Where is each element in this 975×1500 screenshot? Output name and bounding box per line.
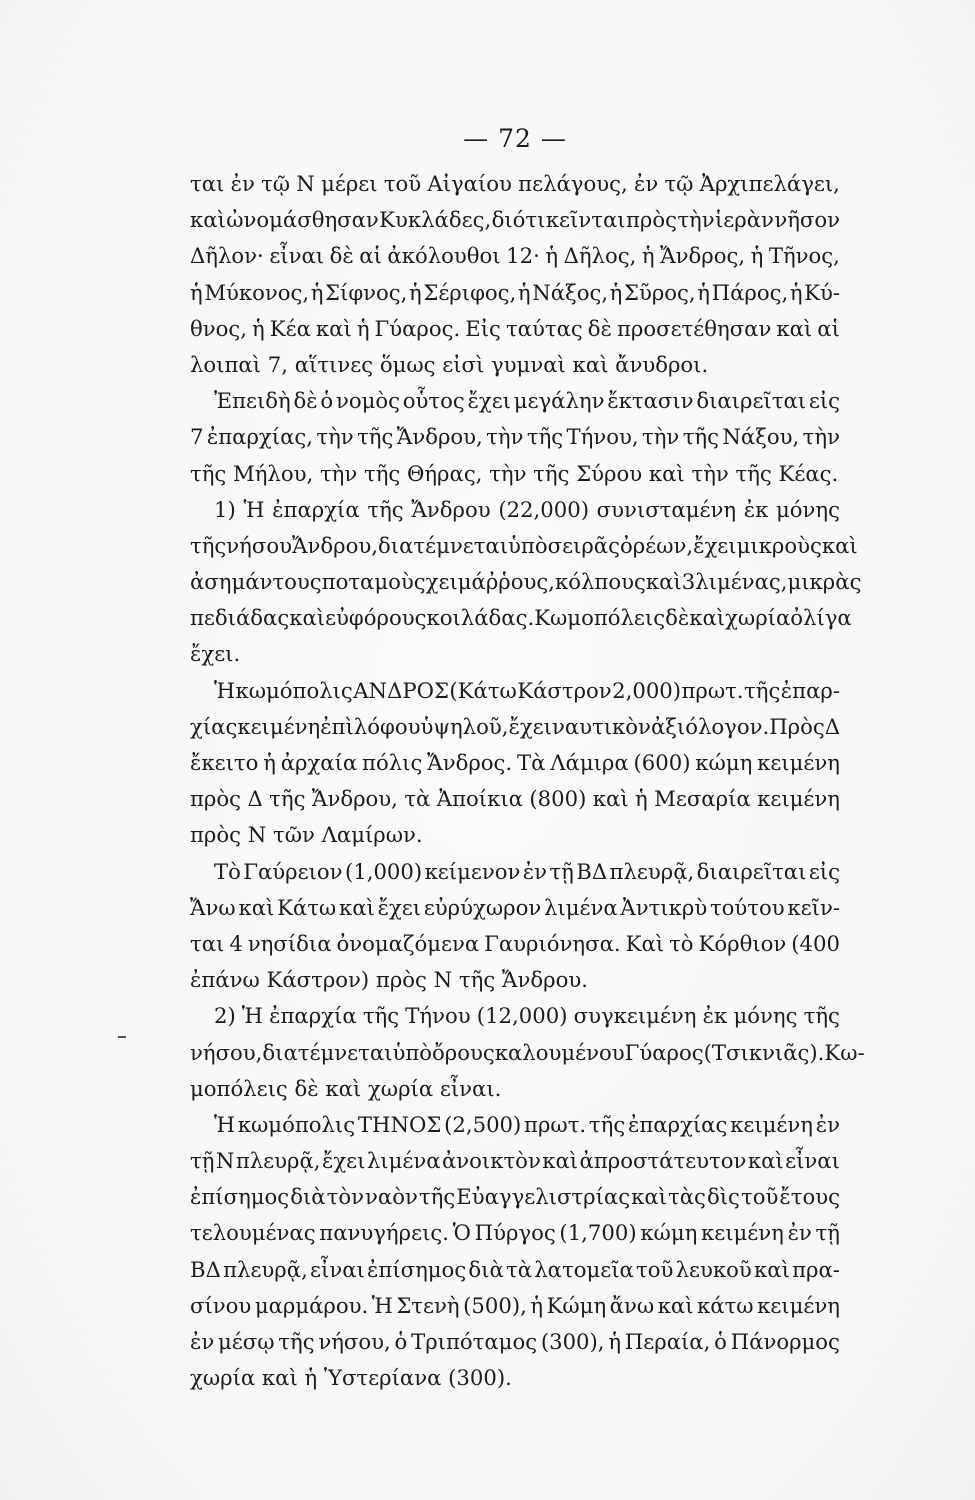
text-line: τῇ Ν πλευρᾷ, ἔχει λιμένα ἀνοικτὸν καὶ ἀπροστάτευτον καὶ εἶναι xyxy=(190,1148,840,1174)
text-line: τῆς νήσου Ἄνδρου, διατέμνεται ὑπὸ σειρᾶς ὀρέων, ἔχει μικροὺς καὶ xyxy=(190,532,858,558)
text-line: 1) Ἡ ἐπαρχία τῆς Ἄνδρου (22,000) συνισταμένη ἐκ μόνης xyxy=(214,496,840,522)
text-line: ται ἐν τῷ Ν μέρει τοῦ Αἰγαίου πελάγους, ἐν τῷ Ἀρχιπελάγει, xyxy=(190,171,840,196)
text-line: 2) Ἡ ἐπαρχία τῆς Τήνου (12,000) συγκειμένη ἐκ μόνης τῆς xyxy=(214,1003,840,1029)
text-line: ἀσημάντους ποταμοὺς χειμάῤῥους, κόλπους καὶ 3 λιμένας, μικρὰς xyxy=(190,569,862,595)
text-line: τελουμένας πανυγήρεις. Ὁ Πύργος (1,700) κώμη κειμένη ἐν τῇ xyxy=(190,1220,840,1246)
margin-mark xyxy=(118,1036,126,1038)
text-line: Ἡ κωμόπολις ΑΝΔΡΟΣ (Κάτω Κάστρον 2,000) πρωτ. τῆς ἐπαρ- xyxy=(214,677,840,703)
text-line: ἐν μέσῳ τῆς νήσου, ὁ Τριπόταμος (300), ἡ Περαία, ὁ Πάνορμος xyxy=(190,1329,840,1354)
text-line: Δῆλον· εἶναι δὲ αἱ ἀκόλουθοι 12· ἡ Δῆλος, ἡ Ἄνδρος, ἡ Τῆνος, xyxy=(190,243,840,269)
text-line: καὶ ὠνομάσθησαν Κυκλάδες, διότι κεῖνται πρὸς τὴν ἱερὰν νῆσον xyxy=(190,207,840,233)
body-text xyxy=(190,166,865,1396)
text-line: πρὸς Ν τῶν Λαμίρων. xyxy=(190,822,423,848)
page-number: — 72 — xyxy=(463,124,567,153)
text-line: ἔκειτο ἡ ἀρχαία πόλις Ἄνδρος. Τὰ Λάμιρα (600) κώμη κειμένη xyxy=(190,750,840,775)
text-line: πρὸς Δ τῆς Ἄνδρου, τὰ Ἀποίκια (800) καὶ ἡ Μεσαρία κειμένη xyxy=(190,786,840,812)
text-line: ἐπάνω Κάστρον) πρὸς Ν τῆς Ἄνδρου. xyxy=(190,967,588,993)
text-line: Ἐπειδὴ δὲ ὁ νομὸς οὗτος ἔχει μεγάλην ἔκτασιν διαιρεῖται εἰς xyxy=(214,388,840,414)
text-line: νήσου, διατέμνεται ὑπὸ ὄρους καλουμένου Γύαρος (Τσικνιᾶς). Κω- xyxy=(190,1039,865,1065)
text-line: ται 4 νησίδια ὀνομαζόμενα Γαυριόνησα. Καὶ τὸ Κόρθιον (400 xyxy=(190,930,840,956)
text-line: Τὸ Γαύρειον (1,000) κείμενον ἐν τῇ ΒΔ πλευρᾷ, διαιρεῖται εἰς xyxy=(214,858,840,884)
text-line: σίνου μαρμάρου. Ἡ Στενὴ (500), ἡ Κώμη ἄνω καὶ κάτω κειμένη xyxy=(190,1292,840,1318)
text-line: θνος, ἡ Κέα καὶ ἡ Γύαρος. Εἰς ταύτας δὲ προσετέθησαν καὶ αἱ xyxy=(190,315,840,341)
text-line: ἔχει. xyxy=(190,641,241,667)
text-line: χωρία καὶ ἡ Ὑστερίανα (300). xyxy=(190,1365,512,1391)
text-line: τῆς Μήλου, τὴν τῆς Θήρας, τὴν τῆς Σύρου καὶ τὴν τῆς Κέας. xyxy=(190,460,839,486)
text-line: ἐπίσημος διὰ τὸν ναὸν τῆς Εὐαγγελιστρίας καὶ τὰς δὶς τοῦ ἔτους xyxy=(190,1184,840,1210)
text-line: ἡ Μύκονος, ἡ Σίφνος, ἡ Σέριφος, ἡ Νάξος, ἡ Σῦρος, ἡ Πάρος, ἡ Κύ- xyxy=(190,279,840,305)
text-line: μοπόλεις δὲ καὶ χωρία εἶναι. xyxy=(190,1075,502,1101)
text-line: 7 ἐπαρχίας, τὴν τῆς Ἄνδρου, τὴν τῆς Τήνου, τὴν τῆς Νάξου, τὴν xyxy=(190,424,840,450)
text-line: χίας κειμένη ἐπὶ λόφου ὑψηλοῦ, ἔχει ναυτικὸν ἀξιόλογον. Πρὸς Δ xyxy=(190,713,841,739)
text-line: Ἄνω καὶ Κάτω καὶ ἔχει εὐρύχωρον λιμένα Ἀντικρὺ τούτου κεῖν- xyxy=(190,894,840,920)
text-line: λοιπαὶ 7, αἵτινες ὅμως εἰσὶ γυμναὶ καὶ ἄνυδροι. xyxy=(190,351,709,377)
text-line: Ἡ κωμόπολις ΤΗΝΟΣ (2,500) πρωτ. τῆς ἐπαρχίας κειμένη ἐν xyxy=(214,1111,840,1137)
text-line: ΒΔ πλευρᾷ, εἶναι ἐπίσημος διὰ τὰ λατομεῖα τοῦ λευκοῦ καὶ πρα- xyxy=(190,1256,840,1282)
text-line: πεδιάδας καὶ εὐφόρους κοιλάδας. Κωμοπόλεις δὲ καὶ χωρία ὀλίγα xyxy=(190,605,852,631)
